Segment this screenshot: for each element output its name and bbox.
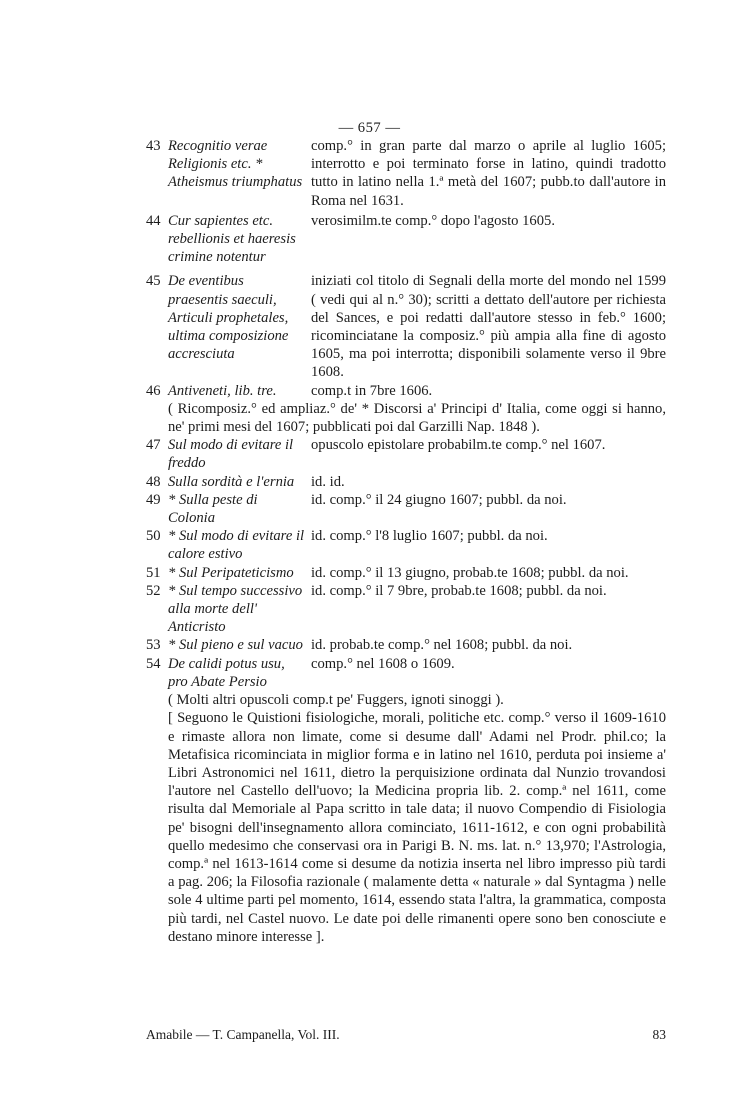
work-description: id. comp.° il 7 9bre, probab.te 1608; pubbl. da noi. xyxy=(311,582,607,599)
entry-number: 45 xyxy=(146,273,161,290)
work-description: iniziati col titolo di Segnali della morte del mondo nel 1599 ( vedi qui al n.° 30); scritti a dettato dell'autore per richiesta del Sances, e poi redatti dall'autore stesso in feb.° 1600; ricominciatane la composiz.° più ampia alla fine di agosto 1605, ma poi interrotta; disponibili solamente verso il 9bre 1608. xyxy=(311,273,666,381)
work-title: * Sulla peste di Colonia xyxy=(168,491,258,527)
work-title: * Sul modo di evitare il calore estivo xyxy=(168,528,305,563)
entry-number: 54 xyxy=(146,655,161,672)
list-item xyxy=(146,527,666,563)
work-description: id. comp.° il 24 giugno 1607; pubbl. da noi. xyxy=(311,491,567,508)
work-description: comp.° in gran parte dal marzo o aprile al luglio 1605; interrotto e poi terminato forse in latino, quindi tradotto tutto in latino nella 1.ª metà del 1607; pubb.to dall'autore in Roma nel 1631. xyxy=(311,138,666,209)
list-item xyxy=(146,636,666,654)
entry-number: 47 xyxy=(146,437,161,454)
entry-number: 48 xyxy=(146,473,161,490)
entry-number: 46 xyxy=(146,382,161,399)
work-title: Sul modo di evitare il freddo xyxy=(168,437,294,472)
entry-number: 50 xyxy=(146,528,161,545)
list-item xyxy=(146,212,666,267)
list-item xyxy=(146,655,666,691)
list-item xyxy=(146,582,666,637)
page-number: — 657 — xyxy=(338,120,401,136)
entry-number: 51 xyxy=(146,564,161,581)
entry-note: ( Molti altri opuscoli comp.t pe' Fuggers, ignoti sinoggi ). xyxy=(168,692,504,709)
entry-number: 49 xyxy=(146,491,161,508)
work-title: Sulla sordità e l'ernia xyxy=(168,473,295,490)
work-description: id. id. xyxy=(311,473,345,490)
work-description: id. comp.° il 13 giugno, probab.te 1608; pubbl. da noi. xyxy=(311,564,629,581)
list-item xyxy=(146,473,666,491)
closing-paragraph: [ Seguono le Quistioni fisiologiche, morali, politiche etc. comp.° verso il 1609-1610 e rimaste allora non limate, come si desume dall' Adami nel Prodr. phil.co; la Metafisica ricominciata in miglior forma e in latino nel 1610, perduta poi insieme a' Libri Astronomici nel 1611, dietro la perquisizione ordinata dal Nunzio trovandosi l'autore nel Castello dell'uovo; la Medicina propria lib. 2. comp.ª nel 1611, come risulta dal Memoriale al Papa scritto in tale data; il nuovo Compendio di Fisiologia pe' bisogni dell'insegnamento allora cominciato, 1611-1612, e con ogni probabilità quello medesimo che conservasi ora in Parigi B. N. ms. lat. n.° 13,970; l'Astrologia, comp.ª nel 1613-1614 come si desume da notizia inserta nel libro impresso più tardi a pag. 206; la Filosofia razionale ( malamente detta « naturale » dal Syntagma ) nelle sole 4 ultime parti pel momento, 1614, essendo stata l'altra, la grammatica, composta più tardi, nel Castel nuovo. Le date poi delle rimanenti opere sono ben conosciute e destano minore interesse ]. xyxy=(168,710,666,945)
work-description: opuscolo epistolare probabilm.te comp.° nel 1607. xyxy=(311,437,606,454)
works-list xyxy=(146,137,666,946)
entry-note: ( Ricomposiz.° ed ampliaz.° de' * Discorsi a' Principi d' Italia, come oggi si hanno, ne' primi mesi del 1607; pubblicati poi dal Garzilli Nap. 1848 ). xyxy=(168,400,666,436)
entry-number: 53 xyxy=(146,637,161,654)
work-description: comp.t in 7bre 1606. xyxy=(311,382,433,399)
list-item xyxy=(146,491,666,527)
work-description: id. probab.te comp.° nel 1608; pubbl. da noi. xyxy=(311,637,573,654)
page-footer xyxy=(146,1026,666,1044)
work-title: * Sul pieno e sul vacuo xyxy=(168,637,303,654)
entry-number: 43 xyxy=(146,138,161,154)
work-title: * Sul Peripateticismo xyxy=(168,564,294,581)
list-item xyxy=(146,382,666,400)
work-title: * Sul tempo successivo alla morte dell' Anticristo xyxy=(168,582,303,636)
entry-number: 44 xyxy=(146,212,161,229)
running-footer: Amabile — T. Campanella, Vol. III. xyxy=(146,1027,340,1042)
work-description: comp.° nel 1608 o 1609. xyxy=(311,655,455,672)
entry-number: 52 xyxy=(146,582,161,599)
work-title: Recognitio verae Religionis etc. * Atheismus triumphatus xyxy=(168,138,303,191)
work-description: id. comp.° l'8 luglio 1607; pubbl. da noi. xyxy=(311,528,548,545)
list-item xyxy=(146,137,666,210)
list-item xyxy=(146,272,666,381)
work-title: De calidi potus usu, pro Abate Persio xyxy=(168,655,285,690)
work-title: Cur sapientes etc. rebellionis et haeresis crimine notentur xyxy=(168,212,296,266)
folio-number: 83 xyxy=(652,1027,666,1042)
list-item xyxy=(146,564,666,582)
list-item xyxy=(146,436,666,472)
work-title: Antiveneti, lib. tre. xyxy=(168,382,277,399)
work-description: verosimilm.te comp.° dopo l'agosto 1605. xyxy=(311,212,555,229)
work-title: De eventibus praesentis saeculi, Articuli prophetales, ultima composizione accresciuta xyxy=(168,273,289,363)
